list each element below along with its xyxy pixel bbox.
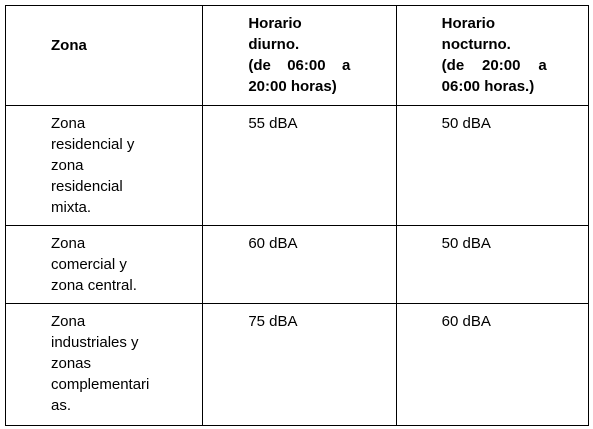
noise-limits-table: [5, 5, 589, 426]
day-limit-cell: [203, 226, 396, 304]
zone-cell: [6, 304, 203, 426]
day-limit-value: 55 dBA: [248, 115, 298, 132]
night-limit-value: 50 dBA: [441, 235, 491, 252]
zone-line: residencial: [51, 178, 123, 195]
day-limit-cell: [203, 106, 396, 226]
header-night-line3-part3: a: [538, 57, 547, 74]
header-night-line3: [442, 55, 547, 76]
header-day-line1: Horario: [248, 15, 302, 32]
zone-line: zona central.: [51, 277, 137, 294]
header-day-line2: diurno.: [248, 36, 300, 53]
header-zone-cell: [6, 6, 203, 106]
header-day-line4: 20:00 horas): [248, 78, 337, 95]
day-limit-value: 60 dBA: [248, 235, 298, 252]
zone-cell: [6, 226, 203, 304]
header-night-cell: [396, 6, 588, 106]
zone-line: mixta.: [51, 199, 92, 216]
night-limit-cell: [396, 106, 588, 226]
zone-line: as.: [51, 397, 72, 414]
table-row: [6, 226, 589, 304]
day-limit-cell: [203, 304, 396, 426]
header-zone-label: Zona: [51, 37, 87, 54]
header-night-line3-part2: 20:00: [482, 57, 521, 74]
header-night-line1: Horario: [441, 15, 495, 32]
zone-line: Zona: [51, 115, 86, 132]
zone-line: residencial y: [51, 136, 135, 153]
night-limit-cell: [396, 226, 588, 304]
zone-line: complementari: [51, 376, 150, 393]
night-limit-value: 50 dBA: [441, 115, 491, 132]
header-day-cell: [203, 6, 396, 106]
header-day-line3-part2: 06:00: [287, 57, 326, 74]
day-limit-value: 75 dBA: [248, 313, 298, 330]
zone-line: zonas: [51, 355, 92, 372]
header-day-line3-part3: a: [341, 57, 351, 74]
night-limit-value: 60 dBA: [441, 313, 491, 330]
table-header-row: [6, 6, 589, 106]
zone-line: zona: [51, 157, 84, 174]
header-day-line3: [248, 55, 350, 76]
zone-line: Zona: [51, 235, 86, 252]
zone-cell: [6, 106, 203, 226]
zone-line: comercial y: [51, 256, 127, 273]
header-night-line2: nocturno.: [441, 36, 511, 53]
header-night-line3-part1: (de: [441, 57, 465, 74]
zone-line: industriales y: [51, 334, 139, 351]
header-night-line4: 06:00 horas.): [441, 78, 535, 95]
zone-line: Zona: [51, 313, 86, 330]
header-day-line3-part1: (de: [248, 57, 271, 74]
night-limit-cell: [396, 304, 588, 426]
table-row: [6, 304, 589, 426]
table-row: [6, 106, 589, 226]
